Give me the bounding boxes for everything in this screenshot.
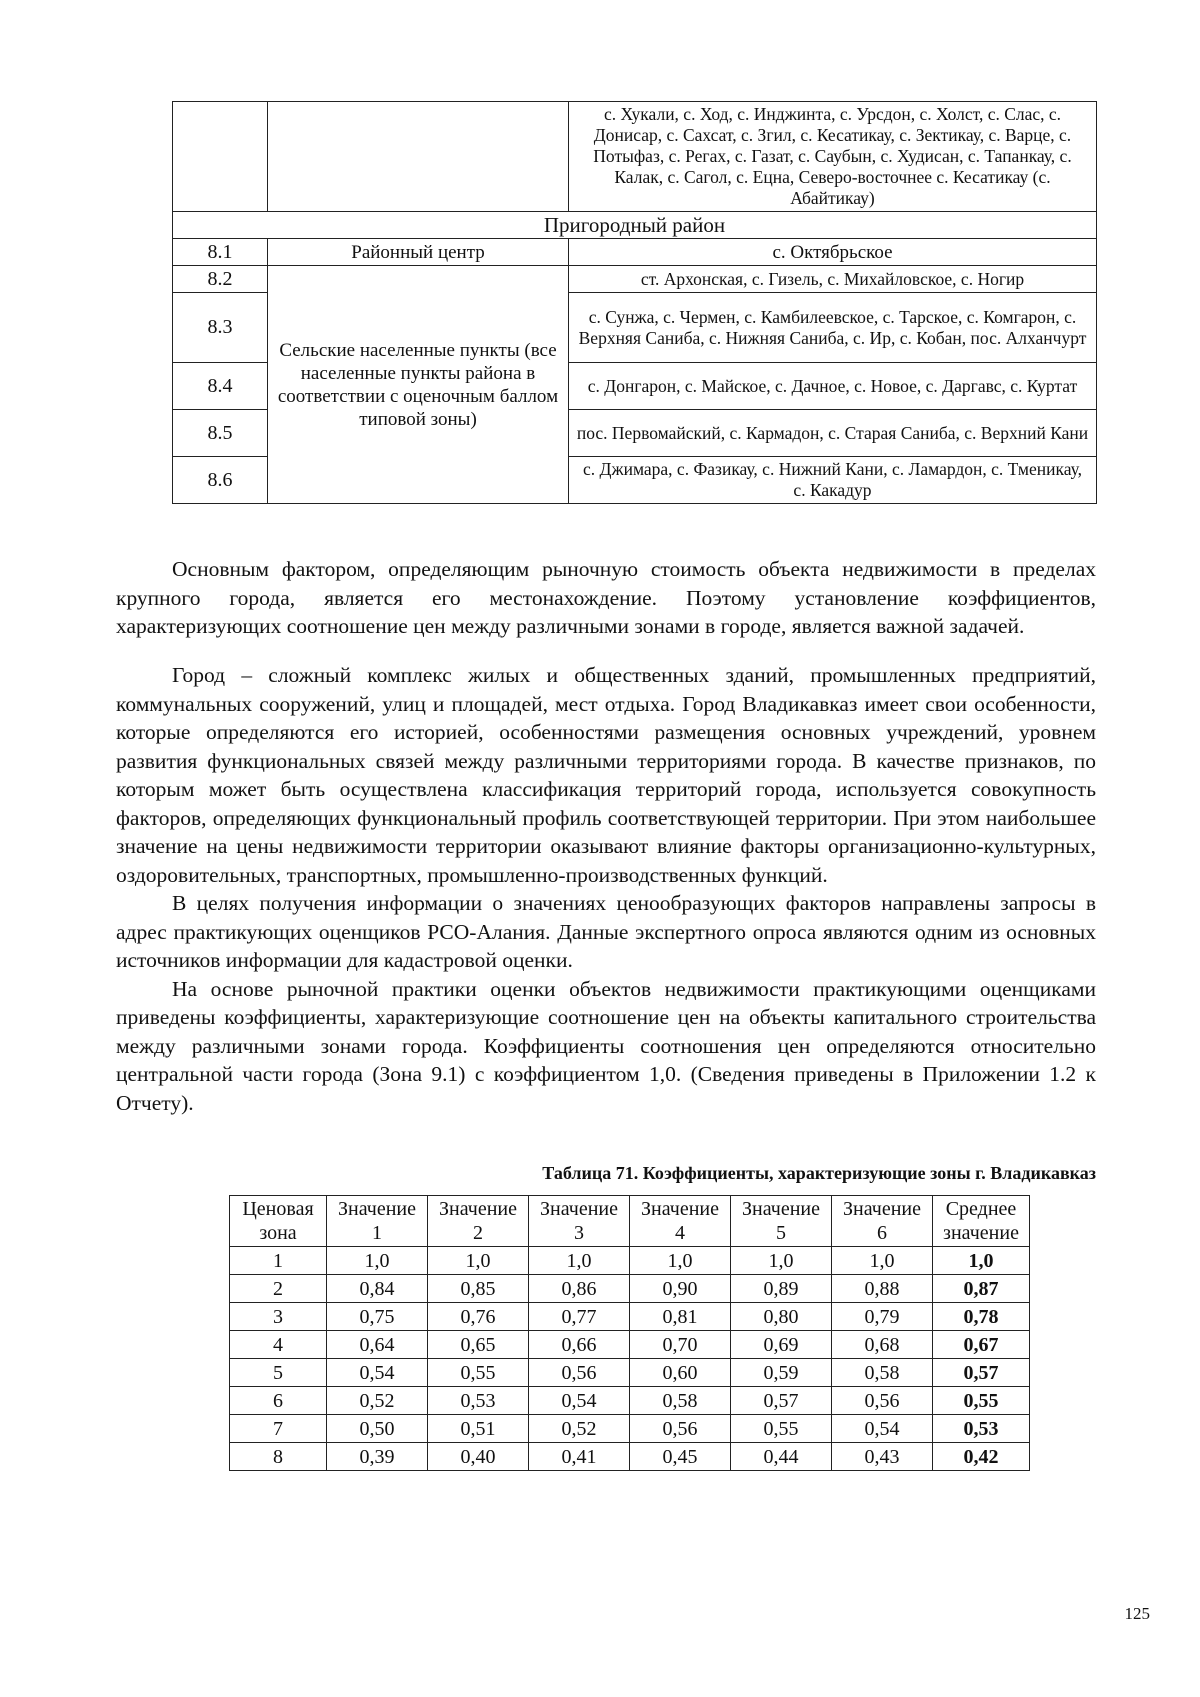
paragraph: Город – сложный комплекс жилых и общественных зданий, промышленных предприятий, коммунальных сооружений, улиц и площадей, мест отдыха. Город Владикавказ имеет свои особенности, которые определяются его историей, особенностями размещения основных учреждений, уровнем развития функциональных связей между различными территориями города. В качестве признаков, по которым может быть осуществлена классификация территорий города, используется совокупность факторов, определяющих функциональный профиль соответствующей территории. При этом наибольшее значение на цены недвижимости территории оказывают влияние факторы организационно-культурных, оздоровительных, транспортных, промышленно-производственных функций. bbox=[116, 663, 1096, 887]
table-row bbox=[173, 266, 1097, 293]
table-caption: Таблица 71. Коэффициенты, характеризующие зоны г. Владикавказ bbox=[542, 1163, 1096, 1183]
value-cell: 0,52 bbox=[327, 1387, 428, 1415]
rural-label-cell: Сельские населенные пункты (все населенные пункты района в соответствии с оценочным баллом типовой зоны) bbox=[268, 266, 569, 504]
zone-number-cell: 8.2 bbox=[173, 266, 268, 293]
average-cell: 0,55 bbox=[933, 1387, 1030, 1415]
paragraph: В целях получения информации о значениях ценообразующих факторов направлены запросы в адрес практикующих оценщиков РСО-Алания. Данные экспертного опроса являются одним из основных источников информации для кадастровой оценки. bbox=[116, 891, 1096, 972]
zone-cell: 3 bbox=[230, 1303, 327, 1331]
value-cell: 0,59 bbox=[731, 1359, 832, 1387]
settlements-cell: ст. Архонская, с. Гизель, с. Михайловское, с. Ногир bbox=[569, 266, 1097, 293]
value-cell: 0,50 bbox=[327, 1415, 428, 1443]
settlements-cell: с. Хукали, с. Ход, с. Инджинта, с. Урсдон, с. Холст, с. Слас, с. Донисар, с. Сахсат, с. Згил, с. Кесатикау, с. Зектикау, с. Варце, с. Потыфаз, с. Регах, с. Газат, с. Саубын, с. Худисан, с. Тапанкау, с. Калак, с. Сагол, с. Ецна, Северо-восточнее с. Кесатикау (с. Абайтикау) bbox=[569, 102, 1097, 212]
average-cell: 0,87 bbox=[933, 1275, 1030, 1303]
table-row bbox=[230, 1359, 1030, 1387]
page-number: 125 bbox=[1124, 1604, 1150, 1623]
value-cell: 0,86 bbox=[529, 1275, 630, 1303]
settlements-table bbox=[172, 101, 1097, 504]
average-cell: 0,57 bbox=[933, 1359, 1030, 1387]
value-cell: 0,69 bbox=[731, 1331, 832, 1359]
coefficients-body bbox=[230, 1247, 1030, 1471]
value-cell: 0,45 bbox=[630, 1443, 731, 1471]
average-cell: 0,53 bbox=[933, 1415, 1030, 1443]
header-cell: Значение 6 bbox=[832, 1196, 933, 1247]
value-cell: 0,88 bbox=[832, 1275, 933, 1303]
table-row bbox=[230, 1443, 1030, 1471]
value-cell: 0,65 bbox=[428, 1331, 529, 1359]
value-cell: 0,40 bbox=[428, 1443, 529, 1471]
paragraph-block-1 bbox=[116, 555, 1096, 641]
header-cell: Значение 3 bbox=[529, 1196, 630, 1247]
value-cell: 0,85 bbox=[428, 1275, 529, 1303]
paragraph: Основным фактором, определяющим рыночную стоимость объекта недвижимости в пределах крупного города, является его местонахождение. Поэтому установление коэффициентов, характеризующих соотношение цен между различными зонами в городе, является важной задачей. bbox=[116, 557, 1096, 638]
zone-number-cell: 8.5 bbox=[173, 410, 268, 457]
value-cell: 0,58 bbox=[832, 1359, 933, 1387]
value-cell: 0,57 bbox=[731, 1387, 832, 1415]
value-cell: 0,54 bbox=[832, 1415, 933, 1443]
value-cell: 0,89 bbox=[731, 1275, 832, 1303]
paragraph-block-2 bbox=[116, 661, 1096, 1117]
header-cell: Среднее значение bbox=[933, 1196, 1030, 1247]
value-cell: 0,41 bbox=[529, 1443, 630, 1471]
value-cell: 0,76 bbox=[428, 1303, 529, 1331]
paragraph: На основе рыночной практики оценки объектов недвижимости практикующими оценщиками приведены коэффициенты, характеризующие соотношение цен на объекты капитального строительства между различными зонами города. Коэффициенты соотношения цен определяются относительно центральной части города (Зона 9.1) с коэффициентом 1,0. (Сведения приведены в Приложении 1.2 к Отчету). bbox=[116, 976, 1096, 1115]
table-row bbox=[173, 239, 1097, 266]
header-cell: Значение 2 bbox=[428, 1196, 529, 1247]
value-cell: 0,81 bbox=[630, 1303, 731, 1331]
value-cell: 0,54 bbox=[529, 1387, 630, 1415]
value-cell: 0,64 bbox=[327, 1331, 428, 1359]
table-row bbox=[230, 1387, 1030, 1415]
zone-cell: 7 bbox=[230, 1415, 327, 1443]
value-cell: 0,55 bbox=[731, 1415, 832, 1443]
zone-number-cell: 8.4 bbox=[173, 363, 268, 410]
zone-cell: 8 bbox=[230, 1443, 327, 1471]
header-cell: Значение 1 bbox=[327, 1196, 428, 1247]
table-header-row bbox=[230, 1196, 1030, 1247]
value-cell: 0,60 bbox=[630, 1359, 731, 1387]
settlements-cell: с. Сунжа, с. Чермен, с. Камбилеевское, с. Тарское, с. Комгарон, с. Верхняя Саниба, с. Нижняя Саниба, с. Ир, с. Кобан, пос. Алханчурт bbox=[569, 293, 1097, 363]
table-row bbox=[230, 1275, 1030, 1303]
average-cell: 1,0 bbox=[933, 1247, 1030, 1275]
value-cell: 0,39 bbox=[327, 1443, 428, 1471]
zone-type-cell bbox=[268, 102, 569, 212]
value-cell: 0,68 bbox=[832, 1331, 933, 1359]
value-cell: 0,56 bbox=[832, 1387, 933, 1415]
value-cell: 0,79 bbox=[832, 1303, 933, 1331]
zone-cell: 5 bbox=[230, 1359, 327, 1387]
value-cell: 0,53 bbox=[428, 1387, 529, 1415]
table-row bbox=[230, 1303, 1030, 1331]
value-cell: 0,43 bbox=[832, 1443, 933, 1471]
value-cell: 0,54 bbox=[327, 1359, 428, 1387]
value-cell: 0,52 bbox=[529, 1415, 630, 1443]
value-cell: 0,56 bbox=[529, 1359, 630, 1387]
value-cell: 0,58 bbox=[630, 1387, 731, 1415]
value-cell: 1,0 bbox=[529, 1247, 630, 1275]
value-cell: 0,55 bbox=[428, 1359, 529, 1387]
average-cell: 0,78 bbox=[933, 1303, 1030, 1331]
header-cell: Значение 4 bbox=[630, 1196, 731, 1247]
header-cell: Ценовая зона bbox=[230, 1196, 327, 1247]
region-title: Пригородный район bbox=[173, 212, 1097, 239]
value-cell: 1,0 bbox=[832, 1247, 933, 1275]
settlements-cell: с. Донгарон, с. Майское, с. Дачное, с. Новое, с. Даргавс, с. Куртат bbox=[569, 363, 1097, 410]
value-cell: 0,80 bbox=[731, 1303, 832, 1331]
value-cell: 1,0 bbox=[327, 1247, 428, 1275]
zone-number-cell bbox=[173, 102, 268, 212]
zone-cell: 6 bbox=[230, 1387, 327, 1415]
zone-number-cell: 8.6 bbox=[173, 457, 268, 504]
value-cell: 1,0 bbox=[731, 1247, 832, 1275]
table-row bbox=[230, 1415, 1030, 1443]
zone-cell: 4 bbox=[230, 1331, 327, 1359]
value-cell: 0,77 bbox=[529, 1303, 630, 1331]
zone-number-cell: 8.1 bbox=[173, 239, 268, 266]
value-cell: 1,0 bbox=[630, 1247, 731, 1275]
value-cell: 0,84 bbox=[327, 1275, 428, 1303]
zone-cell: 1 bbox=[230, 1247, 327, 1275]
settlements-cell: с. Джимара, с. Фазикау, с. Нижний Кани, с. Ламардон, с. Тменикау, с. Какадур bbox=[569, 457, 1097, 504]
value-cell: 0,90 bbox=[630, 1275, 731, 1303]
average-cell: 0,42 bbox=[933, 1443, 1030, 1471]
table-row bbox=[173, 212, 1097, 239]
value-cell: 1,0 bbox=[428, 1247, 529, 1275]
zone-type-cell: Районный центр bbox=[268, 239, 569, 266]
header-cell: Значение 5 bbox=[731, 1196, 832, 1247]
settlements-cell: пос. Первомайский, с. Кармадон, с. Старая Саниба, с. Верхний Кани bbox=[569, 410, 1097, 457]
average-cell: 0,67 bbox=[933, 1331, 1030, 1359]
value-cell: 0,44 bbox=[731, 1443, 832, 1471]
table-row bbox=[230, 1331, 1030, 1359]
settlements-cell: с. Октябрьское bbox=[569, 239, 1097, 266]
value-cell: 0,70 bbox=[630, 1331, 731, 1359]
zone-number-cell: 8.3 bbox=[173, 293, 268, 363]
value-cell: 0,75 bbox=[327, 1303, 428, 1331]
coefficients-table bbox=[229, 1195, 1030, 1471]
zone-cell: 2 bbox=[230, 1275, 327, 1303]
value-cell: 0,56 bbox=[630, 1415, 731, 1443]
value-cell: 0,66 bbox=[529, 1331, 630, 1359]
table-row bbox=[230, 1247, 1030, 1275]
value-cell: 0,51 bbox=[428, 1415, 529, 1443]
table-row bbox=[173, 102, 1097, 212]
